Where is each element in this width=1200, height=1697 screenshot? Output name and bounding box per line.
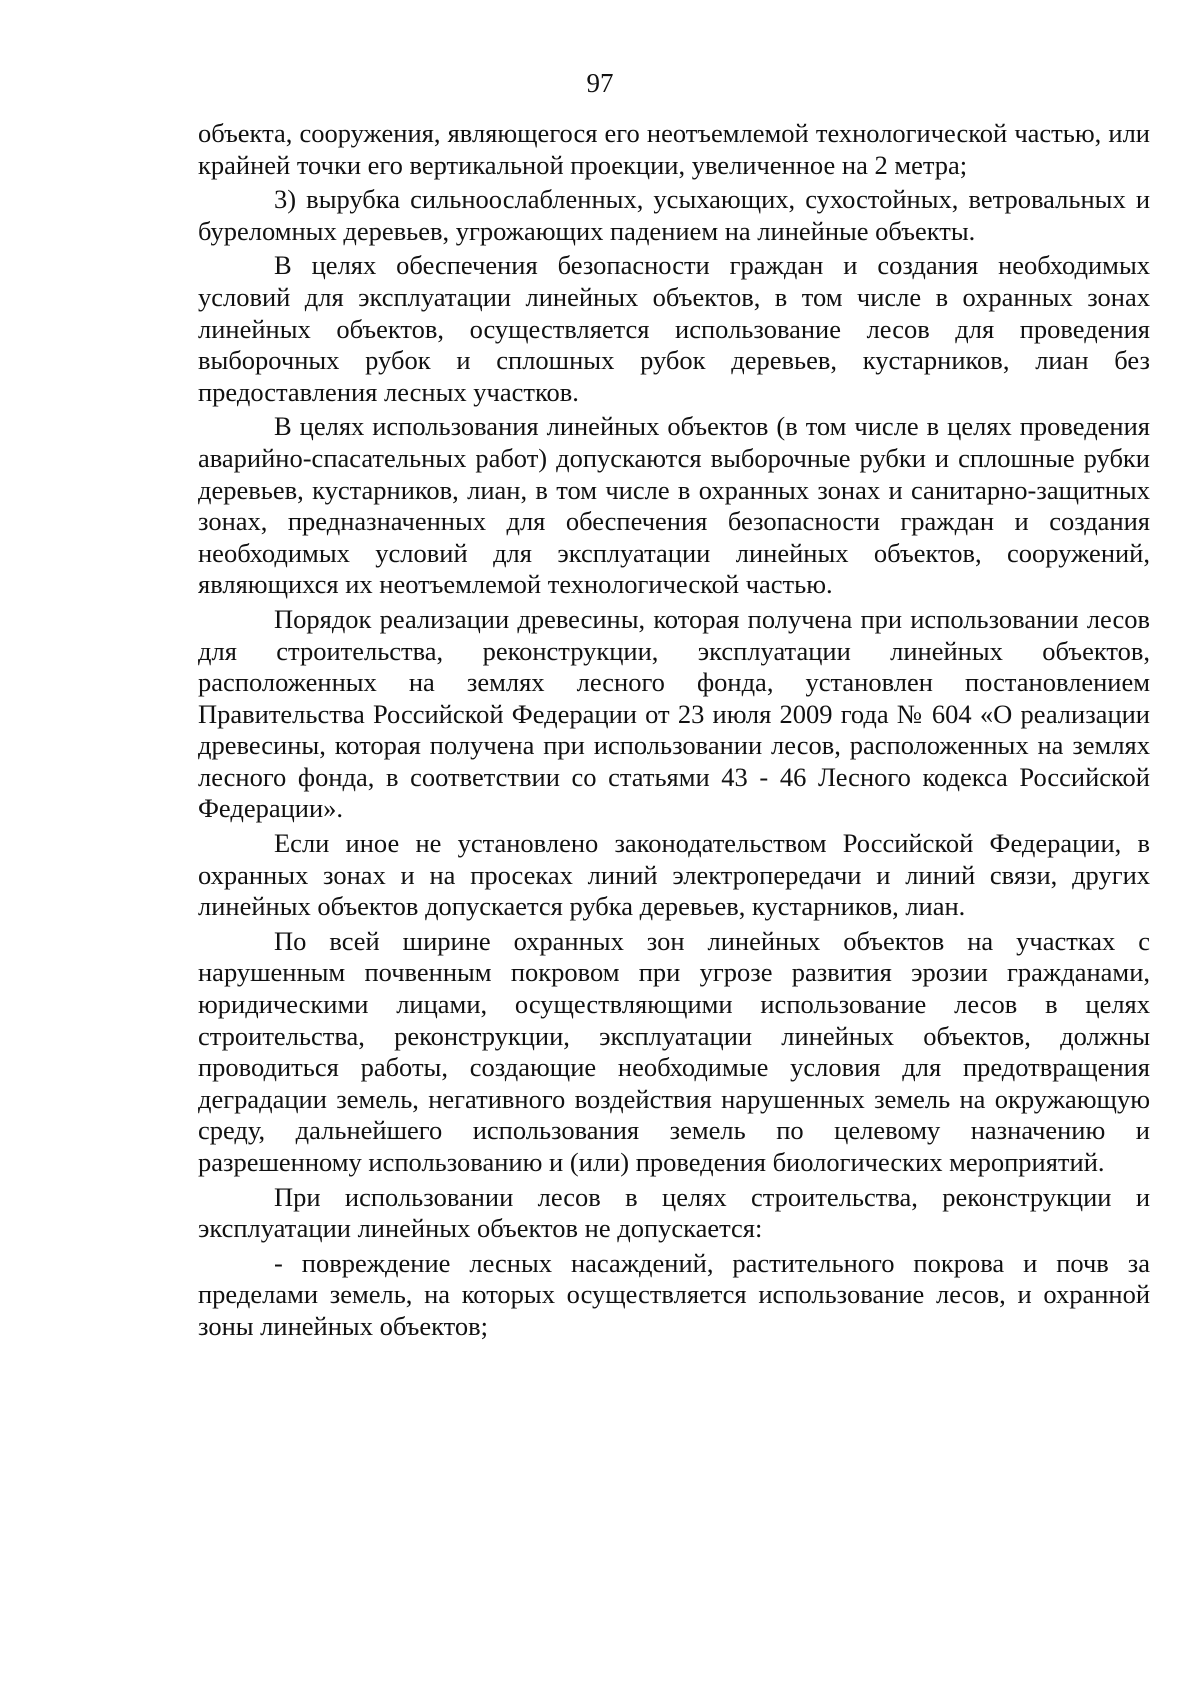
- paragraph: Если иное не установлено законодательством Российской Федерации, в охранных зонах и на просеках линий электропередачи и линий связи, других линейных объектов допускается рубка деревьев, кустарников, лиан.: [198, 828, 1150, 922]
- page-number: 97: [586, 68, 614, 98]
- paragraph: В целях обеспечения безопасности граждан и создания необходимых условий для эксплуатации линейных объектов, в том числе в охранных зонах линейных объектов, осуществляется использование лесов для проведения выборочных рубок и сплошных рубок деревьев, кустарников, лиан без предоставления лесных участков.: [198, 250, 1150, 407]
- paragraph: Порядок реализации древесины, которая получена при использовании лесов для строительства, реконструкции, эксплуатации линейных объектов, расположенных на землях лесного фонда, установлен постановлением Правительства Российской Федерации от 23 июля 2009 года № 604 «О реализации древесины, которая получена при использовании лесов, расположенных на землях лесного фонда, в соответствии со статьями 43 - 46 Лесного кодекса Российской Федерации».: [198, 603, 1150, 824]
- paragraph-list-item: - повреждение лесных насаждений, растительного покрова и почв за пределами земель, на которых осуществляется использование лесов, и охранной зоны линейных объектов;: [198, 1247, 1150, 1341]
- paragraph: При использовании лесов в целях строительства, реконструкции и эксплуатации линейных объектов не допускается:: [198, 1181, 1150, 1244]
- paragraph: В целях использования линейных объектов (в том числе в целях проведения аварийно-спасательных работ) допускаются выборочные рубки и сплошные рубки деревьев, кустарников, лиан, в том числе в охранных зонах и санитарно-защитных зонах, предназначенных для обеспечения безопасности граждан и создания необходимых условий для эксплуатации линейных объектов, сооружений, являющихся их неотъемлемой технологической частью.: [198, 411, 1150, 600]
- paragraph-continuation: объекта, сооружения, являющегося его неотъемлемой технологической частью, или крайней точки его вертикальной проекции, увеличенное на 2 метра;: [198, 118, 1150, 180]
- document-body: [198, 118, 1150, 1343]
- paragraph-list-item-3: 3) вырубка сильноослабленных, усыхающих, сухостойных, ветровальных и буреломных деревьев, угрожающих падением на линейные объекты.: [198, 184, 1150, 246]
- paragraph: По всей ширине охранных зон линейных объектов на участках с нарушенным почвенным покровом при угрозе развития эрозии гражданами, юридическими лицами, осуществляющими использование лесов в целях строительства, реконструкции, эксплуатации линейных объектов, должны проводиться работы, создающие необходимые условия для предотвращения деградации земель, негативного воздействия нарушенных земель на окружающую среду, дальнейшего использования земель по целевому назначению и разрешенному использованию и (или) проведения биологических мероприятий.: [198, 925, 1150, 1177]
